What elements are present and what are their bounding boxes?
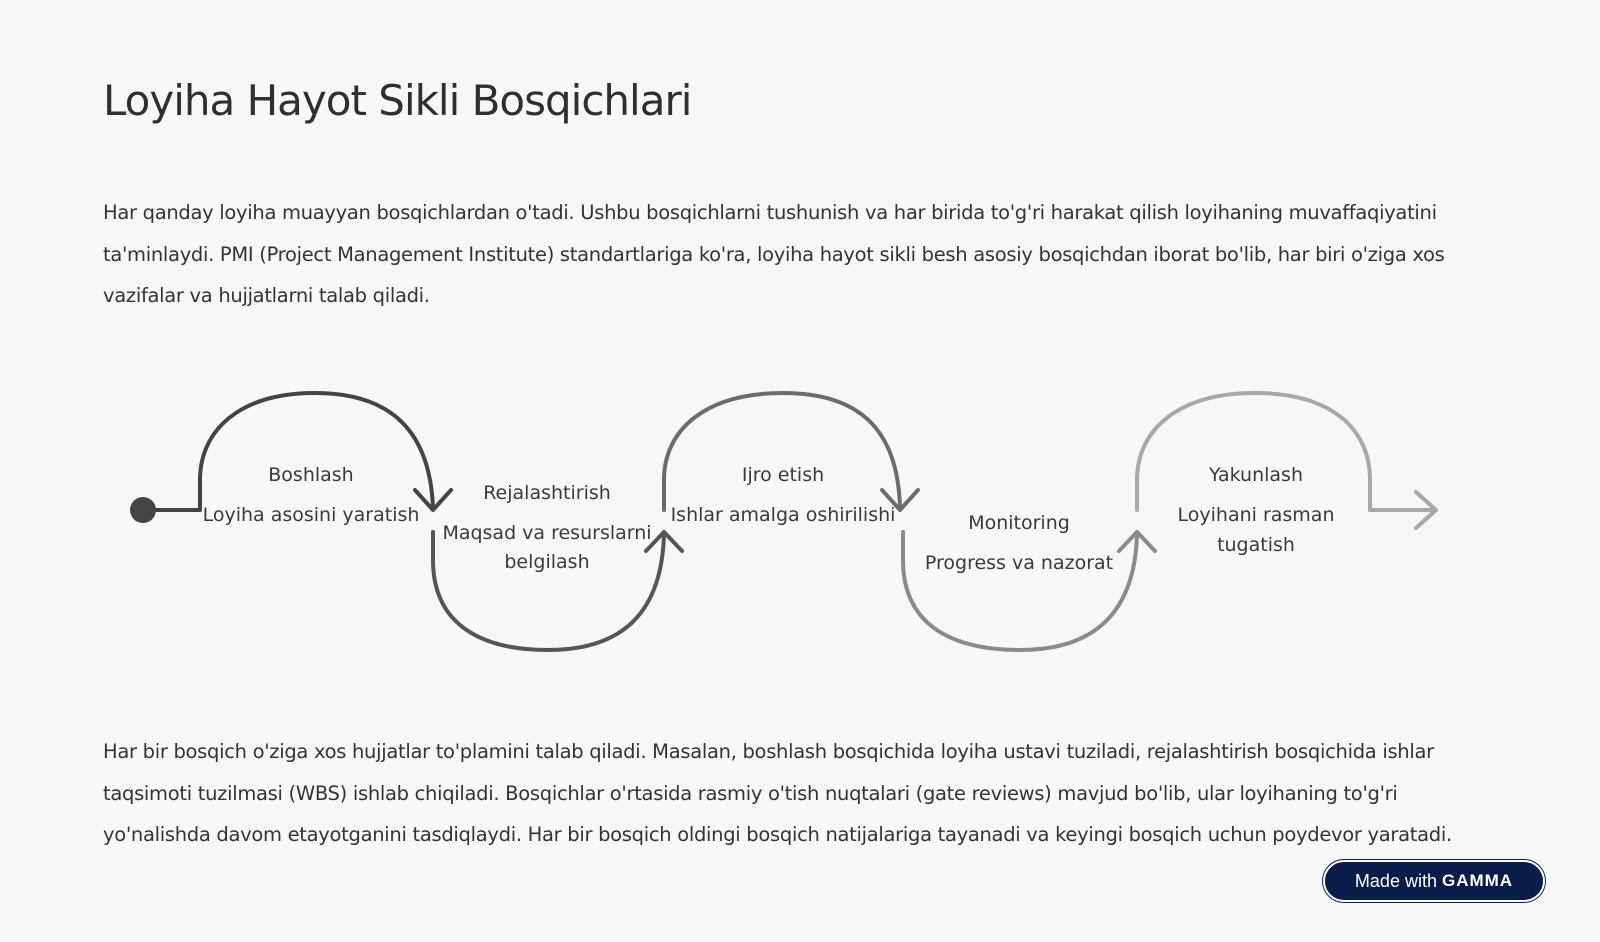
stage-2-desc-line-1: Maqsad va resurslarni (442, 522, 652, 544)
badge-prefix: Made with (1354, 870, 1437, 891)
stage-4-arc (903, 532, 1137, 650)
stage-3-name: Ijro etish (741, 464, 825, 486)
made-with-gamma-button[interactable] (1323, 860, 1545, 902)
outro-paragraph: Har bir bosqich o'ziga xos hujjatlar to'plamini talab qiladi. Masalan, boshlash bosqichida loyiha ustavi tuziladi, rejalashtirish bosqichida ishlar taqsimoti tuzilmasi (WBS) ishlab chiqiladi. Bosqichlar o'rtasida rasmiy o'tish nuqtalari (gate reviews) mavjud bo'lib, ular loyihaning to'g'ri yo'nalishda davom etayotganini tasdiqlaydi. Har bir bosqich oldingi bosqich natijalariga tayanadi va keyingi bosqich uchun poydevor yaratadi. (103, 740, 1452, 846)
stage-4-name: Monitoring (968, 512, 1070, 534)
intro-paragraph: Har qanday loyiha muayyan bosqichlardan o'tadi. Ushbu bosqichlarni tushunish va har birida to'g'ri harakat qilish loyihaning muvaffaqiyatini ta'minlaydi. PMI (Project Management Institute) standartlariga ko'ra, loyiha hayot sikli besh asosiy bosqichdan iborat bo'lib, har biri o'ziga xos vazifalar va hujjatlarni talab qiladi. (103, 201, 1445, 307)
stage-1-name: Boshlash (268, 464, 354, 486)
stage-1-arc (200, 393, 433, 510)
stage-5-arc (1137, 393, 1436, 510)
stage-5-desc-line-2: tugatish (1217, 534, 1295, 556)
stage-3-arc (664, 393, 900, 510)
stage-4-desc: Progress va nazorat (924, 552, 1114, 574)
stage-5-name: Yakunlash (1209, 464, 1303, 486)
stage-1-desc: Loyiha asosini yaratish (202, 504, 420, 526)
page-title: Loyiha Hayot Sikli Bosqichlari (103, 76, 692, 125)
gamma-logo: GAMMA (1441, 871, 1514, 890)
stage-2-name: Rejalashtirish (483, 482, 611, 504)
stage-2-desc-line-2: belgilash (504, 551, 590, 573)
stage-5-desc-line-1: Loyihani rasman (1177, 504, 1335, 526)
stage-2-arc (433, 532, 664, 650)
stage-3-desc: Ishlar amalga oshirilishi (670, 504, 896, 526)
